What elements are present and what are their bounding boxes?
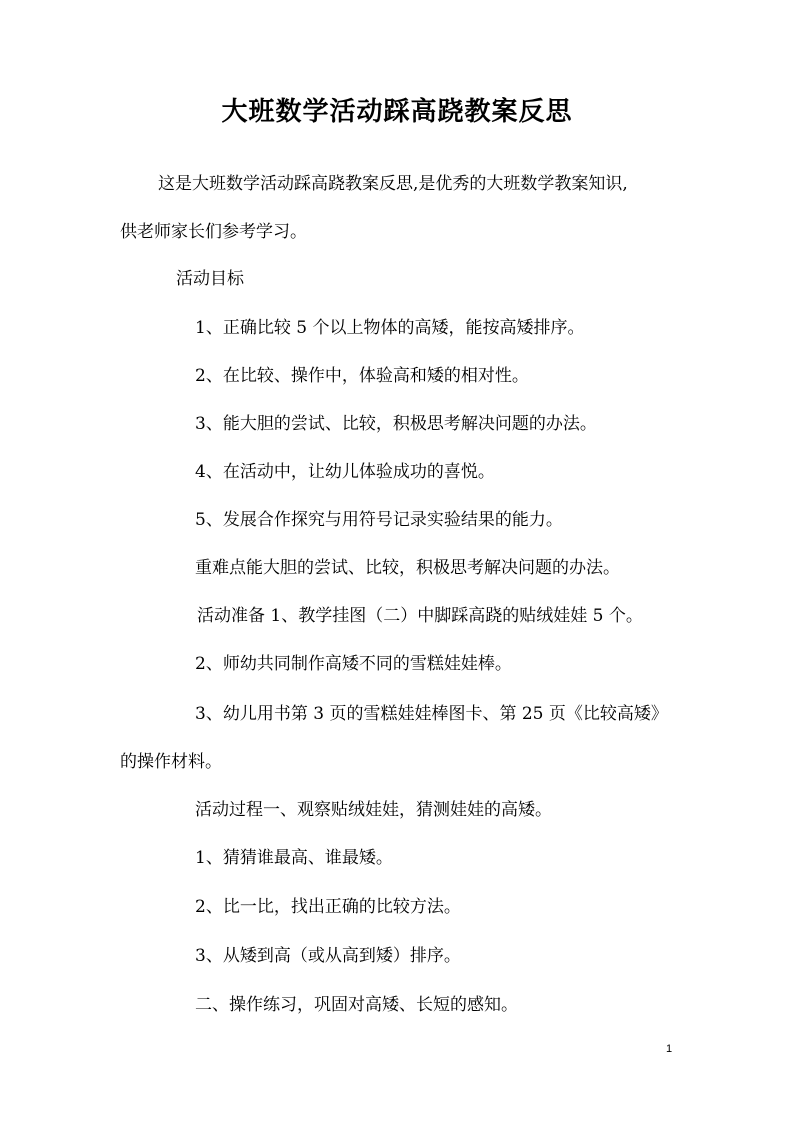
preparation-item-2: 2、师幼共同制作高矮不同的雪糕娃娃棒。	[195, 654, 512, 674]
process-step-1: 1、猜猜谁最高、谁最矮。	[195, 848, 393, 868]
goal-item-1: 1、正确比较 5 个以上物体的高矮，能按高矮排序。	[195, 318, 585, 338]
preparation-item-1: 活动准备 1、教学挂图（二）中脚踩高跷的贴绒娃娃 5 个。	[197, 606, 643, 626]
preparation-item-3-line-2: 的操作材料。	[120, 752, 222, 772]
goal-item-2: 2、在比较、操作中，体验高和矮的相对性。	[195, 366, 529, 386]
process-step-3: 3、从矮到高（或从高到矮）排序。	[195, 946, 461, 966]
process-step-2: 2、比一比，找出正确的比较方法。	[195, 897, 461, 917]
document-title: 大班数学活动踩高跷教案反思	[221, 97, 573, 127]
goal-item-5: 5、发展合作探究与用符号记录实验结果的能力。	[195, 510, 563, 530]
page-number: 1	[666, 1043, 673, 1055]
process-part-2: 二、操作练习，巩固对高矮、长短的感知。	[195, 995, 518, 1015]
section-heading-goals: 活动目标	[176, 269, 244, 289]
goal-item-4: 4、在活动中，让幼儿体验成功的喜悦。	[195, 462, 495, 482]
goal-item-3: 3、能大胆的尝试、比较，积极思考解决问题的办法。	[195, 414, 597, 434]
intro-line-2: 供老师家长们参考学习。	[120, 222, 307, 242]
intro-line-1: 这是大班数学活动踩高跷教案反思,是优秀的大班数学教案知识,	[158, 174, 628, 194]
key-points-paragraph: 重难点能大胆的尝试、比较，积极思考解决问题的办法。	[195, 558, 620, 578]
process-heading: 活动过程一、观察贴绒娃娃，猜测娃娃的高矮。	[195, 800, 552, 820]
preparation-item-3-line-1: 3、幼儿用书第 3 页的雪糕娃娃棒图卡、第 25 页《比较高矮》	[195, 704, 668, 724]
